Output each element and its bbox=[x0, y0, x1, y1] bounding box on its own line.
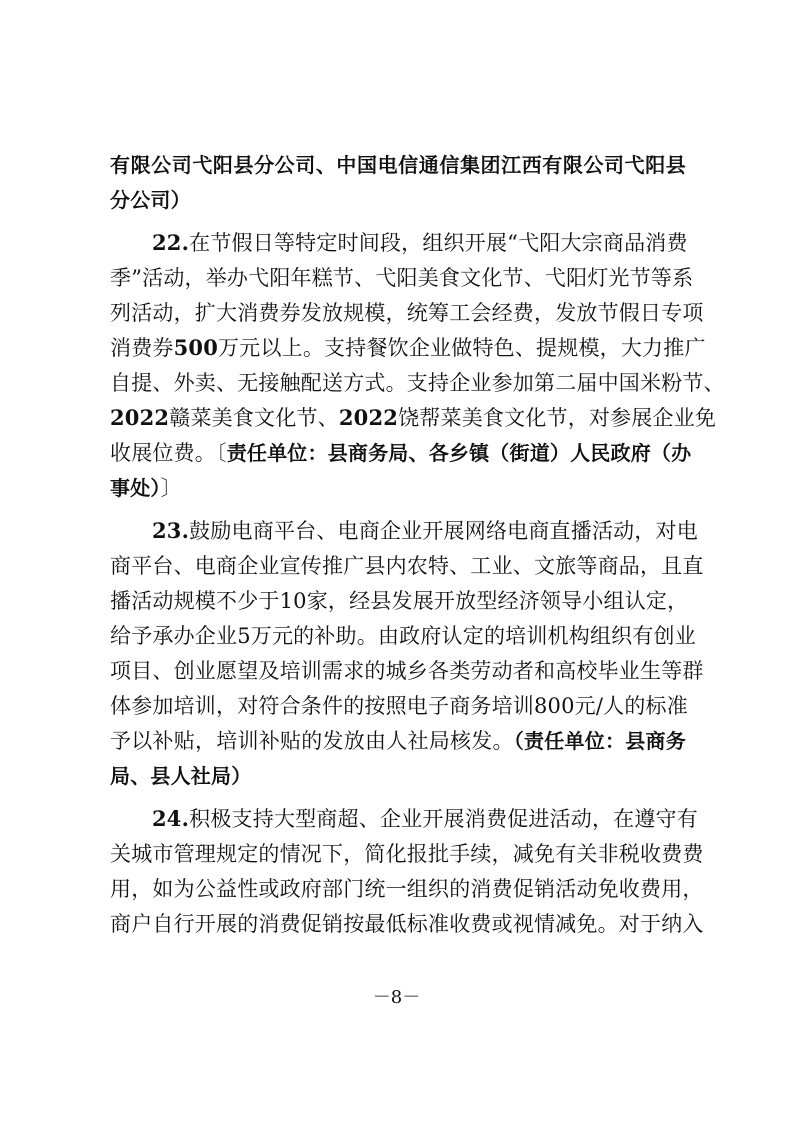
text-line bbox=[110, 471, 686, 505]
text-span: 鼓励电商平台、电商企业开展网络电商直播活动，对电 bbox=[189, 519, 698, 543]
text-line bbox=[110, 296, 704, 330]
paragraph-22-line-1 bbox=[152, 226, 686, 260]
text-line bbox=[110, 183, 686, 217]
text-span: 〕 bbox=[160, 476, 182, 500]
text-span: 商平台、电商企业宣传推广县内农特、工业、文旅等商品，且直 bbox=[110, 554, 704, 578]
text-span: 局、县人社局） bbox=[110, 764, 252, 788]
text-line bbox=[110, 331, 706, 365]
text-span: 体参加培训，对符合条件的按照电子商务培训800元/人的标准 bbox=[110, 694, 688, 718]
text-span: 事处） bbox=[110, 476, 161, 500]
text-span: 500 bbox=[173, 335, 219, 360]
text-span: 消费券 bbox=[110, 336, 174, 360]
text-span: 饶帮菜美食文化节，对参展企业免 bbox=[398, 406, 717, 430]
text-line bbox=[110, 436, 692, 470]
paragraph-24-line-1 bbox=[152, 802, 698, 836]
text-line bbox=[110, 759, 686, 793]
text-line bbox=[110, 724, 686, 758]
item-number: 24. bbox=[152, 806, 190, 831]
text-line bbox=[110, 907, 704, 941]
text-span: 分公司） bbox=[110, 188, 191, 212]
text-span: 在节假日等特定时间段，组织开展“弋阳大宗商品消费 bbox=[189, 231, 688, 255]
text-line bbox=[110, 872, 704, 906]
text-span: 收展位费。〔 bbox=[110, 441, 227, 465]
text-span: 积极支持大型商超、企业开展消费促进活动，在遵守有 bbox=[189, 807, 698, 831]
paragraph-23-line-1 bbox=[152, 514, 698, 548]
text-line bbox=[110, 837, 704, 871]
text-span: 列活动，扩大消费券发放规模，统筹工会经费，发放节假日专项 bbox=[110, 301, 704, 325]
text-span: 万元以上。支持餐饮企业做特色、提规模，大力推广 bbox=[218, 336, 706, 360]
text-span: 2022 bbox=[338, 405, 399, 430]
text-line bbox=[110, 549, 704, 583]
text-span: 季”活动，举办弋阳年糕节、弋阳美食文化节、弋阳灯光节等系 bbox=[110, 266, 694, 290]
text-span: 责任单位：县商务局、各乡镇（街道）人民政府（办 bbox=[226, 441, 692, 465]
text-span: 商户自行开展的消费促销按最低标准收费或视情减免。对于纳入 bbox=[110, 912, 704, 936]
text-line bbox=[110, 261, 694, 295]
text-span: （责任单位：县商务 bbox=[513, 729, 686, 753]
text-line bbox=[110, 654, 704, 688]
text-span: 播活动规模不少于10家，经县发展开放型经济领导小组认定， bbox=[110, 589, 689, 613]
text-span: 有限公司弋阳县分公司、中国电信通信集团江西有限公司弋阳县 bbox=[110, 153, 686, 177]
text-span: 予以补贴，培训补贴的发放由人社局核发。 bbox=[110, 729, 514, 753]
item-number: 22. bbox=[152, 230, 190, 255]
page-number: －8－ bbox=[372, 987, 421, 1008]
text-span: 给予承办企业5万元的补助。由政府认定的培训机构组织有创业 bbox=[110, 624, 696, 648]
text-span: 项目、创业愿望及培训需求的城乡各类劳动者和高校毕业生等群 bbox=[110, 659, 704, 683]
text-span: 自提、外卖、无接触配送方式。支持企业参加第二届中国米粉节、 bbox=[110, 371, 725, 395]
text-span: 2022 bbox=[110, 405, 170, 430]
text-line bbox=[110, 148, 686, 182]
text-line bbox=[110, 689, 686, 723]
text-line bbox=[110, 584, 689, 618]
item-number: 23. bbox=[152, 518, 190, 543]
text-span: 关城市管理规定的情况下，简化报批手续，减免有关非税收费费 bbox=[110, 842, 704, 866]
text-line bbox=[110, 366, 725, 400]
text-line bbox=[110, 401, 717, 435]
text-span: 用，如为公益性或政府部门统一组织的消费促销活动免收费用， bbox=[110, 877, 704, 901]
text-line bbox=[110, 619, 696, 653]
text-span: 赣菜美食文化节、 bbox=[169, 406, 339, 430]
